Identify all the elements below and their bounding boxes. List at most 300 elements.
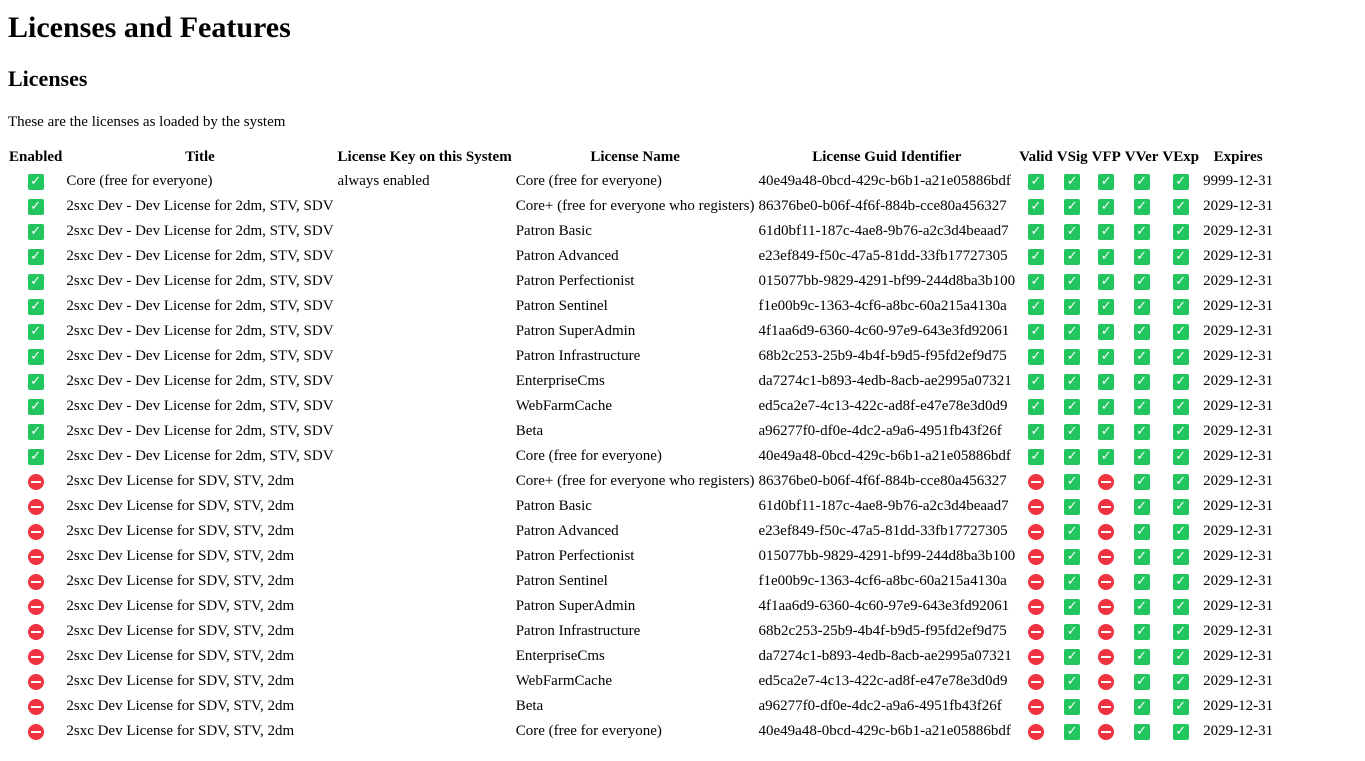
cell-vfp [1091, 420, 1122, 443]
cell-valid [1018, 520, 1054, 543]
cell-license-name: Core+ (free for everyone who registers) [515, 198, 755, 214]
cell-enabled [8, 595, 63, 618]
cell-expires: 2029-12-31 [1203, 698, 1274, 714]
cell-vfp [1091, 520, 1122, 543]
check-icon: ✓ [1134, 199, 1150, 215]
cell-vver [1124, 620, 1160, 643]
cell-license-name: Patron Advanced [515, 523, 619, 539]
cell-title: 2sxc Dev - Dev License for 2dm, STV, SDV [66, 448, 334, 464]
cell-vfp [1091, 695, 1122, 718]
cell-license-key [337, 695, 513, 718]
licenses-table-body [8, 170, 1274, 743]
cell-vsig [1056, 220, 1089, 243]
blocked-icon [28, 724, 44, 740]
cell-title: 2sxc Dev License for SDV, STV, 2dm [66, 623, 295, 639]
header-enabled: Enabled [9, 149, 63, 165]
cell-enabled [8, 195, 63, 218]
check-icon: ✓ [1173, 724, 1189, 740]
cell-valid [1018, 420, 1054, 443]
check-icon: ✓ [28, 199, 44, 215]
check-icon: ✓ [1134, 649, 1150, 665]
cell-vsig [1056, 345, 1089, 368]
cell-valid [1018, 270, 1054, 293]
cell-vfp [1091, 220, 1122, 243]
cell-license-name: Beta [515, 423, 544, 439]
check-icon: ✓ [1134, 724, 1150, 740]
cell-vsig [1056, 370, 1089, 393]
cell-title: 2sxc Dev - Dev License for 2dm, STV, SDV [66, 298, 334, 314]
cell-vsig [1056, 170, 1089, 193]
check-icon: ✓ [1134, 674, 1150, 690]
cell-vexp [1161, 545, 1200, 568]
table-row [8, 270, 1274, 293]
cell-license-name: EnterpriseCms [515, 648, 605, 664]
check-icon: ✓ [1064, 674, 1080, 690]
cell-enabled [8, 495, 63, 518]
check-icon: ✓ [1064, 274, 1080, 290]
cell-vfp [1091, 670, 1122, 693]
cell-vsig [1056, 445, 1089, 468]
cell-license-name: Beta [515, 698, 544, 714]
check-icon: ✓ [1064, 199, 1080, 215]
blocked-icon [28, 574, 44, 590]
blocked-icon [1028, 524, 1044, 540]
blocked-icon [1028, 599, 1044, 615]
cell-title: 2sxc Dev License for SDV, STV, 2dm [66, 548, 295, 564]
check-icon: ✓ [1064, 349, 1080, 365]
table-row [8, 620, 1274, 643]
check-icon: ✓ [1173, 224, 1189, 240]
cell-enabled [8, 370, 63, 393]
check-icon: ✓ [28, 224, 44, 240]
table-row [8, 495, 1274, 518]
check-icon: ✓ [1064, 724, 1080, 740]
cell-vexp [1161, 645, 1200, 668]
blocked-icon [28, 699, 44, 715]
cell-enabled [8, 245, 63, 268]
cell-expires: 2029-12-31 [1203, 448, 1274, 464]
cell-vfp [1091, 720, 1122, 743]
cell-expires: 2029-12-31 [1203, 223, 1274, 239]
table-row [8, 420, 1274, 443]
cell-vver [1124, 295, 1160, 318]
cell-enabled [8, 170, 63, 193]
blocked-icon [28, 549, 44, 565]
header-expires: Expires [1213, 149, 1263, 165]
check-icon: ✓ [1028, 199, 1044, 215]
cell-enabled [8, 670, 63, 693]
cell-enabled [8, 470, 63, 493]
cell-license-guid: f1e00b9c-1363-4cf6-a8bc-60a215a4130a [758, 298, 1007, 314]
check-icon: ✓ [1064, 699, 1080, 715]
cell-valid [1018, 470, 1054, 493]
cell-vexp [1161, 720, 1200, 743]
cell-title: 2sxc Dev - Dev License for 2dm, STV, SDV [66, 373, 334, 389]
check-icon: ✓ [1173, 249, 1189, 265]
check-icon: ✓ [1064, 524, 1080, 540]
cell-valid [1018, 445, 1054, 468]
cell-vver [1124, 470, 1160, 493]
cell-license-key [337, 395, 513, 418]
cell-license-name: Patron Basic [515, 498, 592, 514]
cell-vsig [1056, 420, 1089, 443]
header-license-key: License Key on this System [337, 149, 512, 165]
cell-vsig [1056, 595, 1089, 618]
check-icon: ✓ [1064, 474, 1080, 490]
cell-enabled [8, 445, 63, 468]
cell-license-guid: 68b2c253-25b9-4b4f-b9d5-f95fd2ef9d75 [758, 348, 1007, 364]
header-valid: Valid [1019, 149, 1053, 165]
check-icon: ✓ [28, 349, 44, 365]
check-icon: ✓ [1064, 449, 1080, 465]
cell-license-key [337, 545, 513, 568]
check-icon: ✓ [1134, 324, 1150, 340]
table-row [8, 170, 1274, 193]
table-row [8, 295, 1274, 318]
check-icon: ✓ [1064, 649, 1080, 665]
check-icon: ✓ [1173, 524, 1189, 540]
cell-license-name: WebFarmCache [515, 398, 612, 414]
check-icon: ✓ [1064, 249, 1080, 265]
check-icon: ✓ [28, 274, 44, 290]
cell-expires: 2029-12-31 [1203, 198, 1274, 214]
header-license-name: License Name [590, 149, 680, 165]
cell-license-key [337, 570, 513, 593]
table-row [8, 570, 1274, 593]
check-icon: ✓ [1173, 324, 1189, 340]
cell-license-guid: 40e49a48-0bcd-429c-b6b1-a21e05886bdf [758, 723, 1011, 739]
check-icon: ✓ [1064, 174, 1080, 190]
cell-valid [1018, 620, 1054, 643]
cell-license-guid: f1e00b9c-1363-4cf6-a8bc-60a215a4130a [758, 573, 1007, 589]
cell-license-key [337, 245, 513, 268]
cell-vexp [1161, 520, 1200, 543]
cell-vfp [1091, 645, 1122, 668]
cell-enabled [8, 320, 63, 343]
cell-vexp [1161, 420, 1200, 443]
cell-valid [1018, 695, 1054, 718]
cell-license-key [337, 520, 513, 543]
check-icon: ✓ [1098, 424, 1114, 440]
header-vfp: VFP [1091, 149, 1121, 165]
check-icon: ✓ [28, 174, 44, 190]
cell-expires: 2029-12-31 [1203, 598, 1274, 614]
cell-valid [1018, 395, 1054, 418]
cell-vfp [1091, 470, 1122, 493]
check-icon: ✓ [1098, 224, 1114, 240]
cell-vver [1124, 445, 1160, 468]
check-icon: ✓ [1098, 249, 1114, 265]
cell-vsig [1056, 695, 1089, 718]
cell-vexp [1161, 370, 1200, 393]
cell-vfp [1091, 445, 1122, 468]
cell-vsig [1056, 620, 1089, 643]
cell-license-name: Patron Sentinel [515, 298, 608, 314]
check-icon: ✓ [1028, 249, 1044, 265]
cell-license-guid: 68b2c253-25b9-4b4f-b9d5-f95fd2ef9d75 [758, 623, 1007, 639]
cell-vver [1124, 720, 1160, 743]
table-row [8, 520, 1274, 543]
cell-license-key [337, 670, 513, 693]
cell-vver [1124, 195, 1160, 218]
cell-enabled [8, 695, 63, 718]
cell-enabled [8, 620, 63, 643]
check-icon: ✓ [1064, 574, 1080, 590]
cell-license-name: Core (free for everyone) [515, 173, 662, 189]
cell-license-guid: 86376be0-b06f-4f6f-884b-cce80a456327 [758, 198, 1007, 214]
check-icon: ✓ [1028, 174, 1044, 190]
check-icon: ✓ [28, 249, 44, 265]
check-icon: ✓ [28, 424, 44, 440]
cell-vver [1124, 420, 1160, 443]
cell-vfp [1091, 620, 1122, 643]
check-icon: ✓ [1173, 399, 1189, 415]
blocked-icon [1098, 474, 1114, 490]
table-row [8, 320, 1274, 343]
cell-vfp [1091, 345, 1122, 368]
check-icon: ✓ [1134, 474, 1150, 490]
cell-vexp [1161, 395, 1200, 418]
cell-title: 2sxc Dev - Dev License for 2dm, STV, SDV [66, 398, 334, 414]
cell-valid [1018, 320, 1054, 343]
check-icon: ✓ [1064, 324, 1080, 340]
cell-expires: 2029-12-31 [1203, 648, 1274, 664]
check-icon: ✓ [1173, 649, 1189, 665]
blocked-icon [1098, 699, 1114, 715]
check-icon: ✓ [1173, 274, 1189, 290]
cell-license-name: Patron Sentinel [515, 573, 608, 589]
check-icon: ✓ [1173, 374, 1189, 390]
blocked-icon [1098, 599, 1114, 615]
cell-vfp [1091, 545, 1122, 568]
cell-expires: 2029-12-31 [1203, 298, 1274, 314]
cell-license-key [337, 270, 513, 293]
cell-vfp [1091, 295, 1122, 318]
cell-vexp [1161, 195, 1200, 218]
cell-title: 2sxc Dev - Dev License for 2dm, STV, SDV [66, 273, 334, 289]
cell-valid [1018, 545, 1054, 568]
table-row [8, 395, 1274, 418]
cell-vver [1124, 395, 1160, 418]
cell-title: 2sxc Dev License for SDV, STV, 2dm [66, 573, 295, 589]
cell-enabled [8, 520, 63, 543]
cell-expires: 2029-12-31 [1203, 473, 1274, 489]
cell-vsig [1056, 570, 1089, 593]
cell-license-guid: da7274c1-b893-4edb-8acb-ae2995a07321 [758, 373, 1012, 389]
check-icon: ✓ [1134, 299, 1150, 315]
cell-vexp [1161, 295, 1200, 318]
blocked-icon [28, 649, 44, 665]
cell-valid [1018, 245, 1054, 268]
cell-vfp [1091, 195, 1122, 218]
cell-vexp [1161, 345, 1200, 368]
check-icon: ✓ [1064, 624, 1080, 640]
blocked-icon [1028, 649, 1044, 665]
cell-valid [1018, 720, 1054, 743]
check-icon: ✓ [1173, 499, 1189, 515]
cell-vver [1124, 670, 1160, 693]
check-icon: ✓ [1064, 549, 1080, 565]
cell-expires: 2029-12-31 [1203, 373, 1274, 389]
cell-license-name: Patron SuperAdmin [515, 598, 636, 614]
check-icon: ✓ [1098, 174, 1114, 190]
cell-vsig [1056, 395, 1089, 418]
blocked-icon [1028, 549, 1044, 565]
cell-license-key [337, 195, 513, 218]
cell-vexp [1161, 470, 1200, 493]
blocked-icon [1028, 699, 1044, 715]
cell-vver [1124, 320, 1160, 343]
cell-license-key [337, 470, 513, 493]
cell-license-name: Patron Basic [515, 223, 592, 239]
check-icon: ✓ [1028, 374, 1044, 390]
cell-vsig [1056, 545, 1089, 568]
cell-title: 2sxc Dev - Dev License for 2dm, STV, SDV [66, 323, 334, 339]
check-icon: ✓ [1134, 574, 1150, 590]
blocked-icon [28, 624, 44, 640]
cell-vfp [1091, 320, 1122, 343]
cell-license-guid: 61d0bf11-187c-4ae8-9b76-a2c3d4beaad7 [758, 223, 1009, 239]
cell-vfp [1091, 570, 1122, 593]
check-icon: ✓ [1028, 399, 1044, 415]
cell-title: 2sxc Dev License for SDV, STV, 2dm [66, 523, 295, 539]
check-icon: ✓ [1134, 524, 1150, 540]
cell-valid [1018, 195, 1054, 218]
cell-license-guid: a96277f0-df0e-4dc2-a9a6-4951fb43f26f [758, 698, 1002, 714]
cell-license-key [337, 320, 513, 343]
check-icon: ✓ [1134, 374, 1150, 390]
cell-license-guid: ed5ca2e7-4c13-422c-ad8f-e47e78e3d0d9 [758, 398, 1008, 414]
check-icon: ✓ [1134, 449, 1150, 465]
check-icon: ✓ [1098, 374, 1114, 390]
cell-vexp [1161, 595, 1200, 618]
blocked-icon [1028, 499, 1044, 515]
cell-title: 2sxc Dev - Dev License for 2dm, STV, SDV [66, 223, 334, 239]
cell-expires: 2029-12-31 [1203, 273, 1274, 289]
cell-vver [1124, 570, 1160, 593]
cell-title: 2sxc Dev License for SDV, STV, 2dm [66, 498, 295, 514]
blocked-icon [28, 499, 44, 515]
blocked-icon [1028, 674, 1044, 690]
cell-vver [1124, 170, 1160, 193]
blocked-icon [1098, 499, 1114, 515]
cell-vexp [1161, 445, 1200, 468]
cell-license-guid: 4f1aa6d9-6360-4c60-97e9-643e3fd92061 [758, 323, 1010, 339]
cell-license-key [337, 445, 513, 468]
cell-vsig [1056, 470, 1089, 493]
header-vsig: VSig [1056, 149, 1088, 165]
cell-expires: 2029-12-31 [1203, 348, 1274, 364]
cell-vsig [1056, 295, 1089, 318]
check-icon: ✓ [1028, 224, 1044, 240]
check-icon: ✓ [1098, 399, 1114, 415]
table-row [8, 720, 1274, 743]
cell-license-name: Core+ (free for everyone who registers) [515, 473, 755, 489]
cell-vfp [1091, 395, 1122, 418]
cell-vver [1124, 520, 1160, 543]
cell-vver [1124, 245, 1160, 268]
cell-vver [1124, 595, 1160, 618]
cell-vver [1124, 370, 1160, 393]
cell-vver [1124, 695, 1160, 718]
cell-license-name: Patron Perfectionist [515, 548, 635, 564]
cell-title: 2sxc Dev License for SDV, STV, 2dm [66, 673, 295, 689]
cell-license-name: Patron Infrastructure [515, 623, 641, 639]
cell-vver [1124, 495, 1160, 518]
cell-title: 2sxc Dev License for SDV, STV, 2dm [66, 698, 295, 714]
cell-vexp [1161, 620, 1200, 643]
cell-vsig [1056, 495, 1089, 518]
cell-vver [1124, 645, 1160, 668]
check-icon: ✓ [1098, 349, 1114, 365]
cell-expires: 2029-12-31 [1203, 523, 1274, 539]
blocked-icon [1028, 624, 1044, 640]
check-icon: ✓ [1064, 499, 1080, 515]
cell-valid [1018, 570, 1054, 593]
cell-license-guid: 40e49a48-0bcd-429c-b6b1-a21e05886bdf [758, 448, 1011, 464]
cell-title: 2sxc Dev - Dev License for 2dm, STV, SDV [66, 248, 334, 264]
check-icon: ✓ [1173, 449, 1189, 465]
check-icon: ✓ [28, 399, 44, 415]
check-icon: ✓ [1173, 199, 1189, 215]
table-row [8, 545, 1274, 568]
cell-enabled [8, 295, 63, 318]
table-row [8, 370, 1274, 393]
table-row [8, 670, 1274, 693]
cell-license-name: Core (free for everyone) [515, 723, 662, 739]
table-row [8, 470, 1274, 493]
check-icon: ✓ [28, 449, 44, 465]
check-icon: ✓ [1028, 324, 1044, 340]
cell-vver [1124, 220, 1160, 243]
check-icon: ✓ [1173, 674, 1189, 690]
blocked-icon [1028, 474, 1044, 490]
cell-expires: 2029-12-31 [1203, 498, 1274, 514]
check-icon: ✓ [1173, 599, 1189, 615]
check-icon: ✓ [1173, 349, 1189, 365]
cell-title: 2sxc Dev License for SDV, STV, 2dm [66, 648, 295, 664]
cell-license-guid: a96277f0-df0e-4dc2-a9a6-4951fb43f26f [758, 423, 1002, 439]
blocked-icon [1098, 524, 1114, 540]
table-row [8, 445, 1274, 468]
blocked-icon [1028, 574, 1044, 590]
cell-vsig [1056, 245, 1089, 268]
cell-license-key [337, 495, 513, 518]
cell-valid [1018, 495, 1054, 518]
check-icon: ✓ [1134, 699, 1150, 715]
cell-license-guid: 40e49a48-0bcd-429c-b6b1-a21e05886bdf [758, 173, 1011, 189]
cell-valid [1018, 170, 1054, 193]
check-icon: ✓ [1134, 249, 1150, 265]
cell-expires: 9999-12-31 [1203, 173, 1274, 189]
cell-license-guid: 015077bb-9829-4291-bf99-244d8ba3b100 [758, 273, 1016, 289]
cell-title: 2sxc Dev - Dev License for 2dm, STV, SDV [66, 348, 334, 364]
blocked-icon [28, 474, 44, 490]
check-icon: ✓ [1098, 274, 1114, 290]
blocked-icon [1098, 649, 1114, 665]
cell-title: 2sxc Dev - Dev License for 2dm, STV, SDV [66, 423, 334, 439]
cell-license-key [337, 645, 513, 668]
check-icon: ✓ [1064, 599, 1080, 615]
cell-expires: 2029-12-31 [1203, 673, 1274, 689]
check-icon: ✓ [1134, 174, 1150, 190]
table-row [8, 220, 1274, 243]
cell-vexp [1161, 670, 1200, 693]
cell-vsig [1056, 520, 1089, 543]
check-icon: ✓ [1173, 699, 1189, 715]
cell-enabled [8, 545, 63, 568]
check-icon: ✓ [1098, 449, 1114, 465]
